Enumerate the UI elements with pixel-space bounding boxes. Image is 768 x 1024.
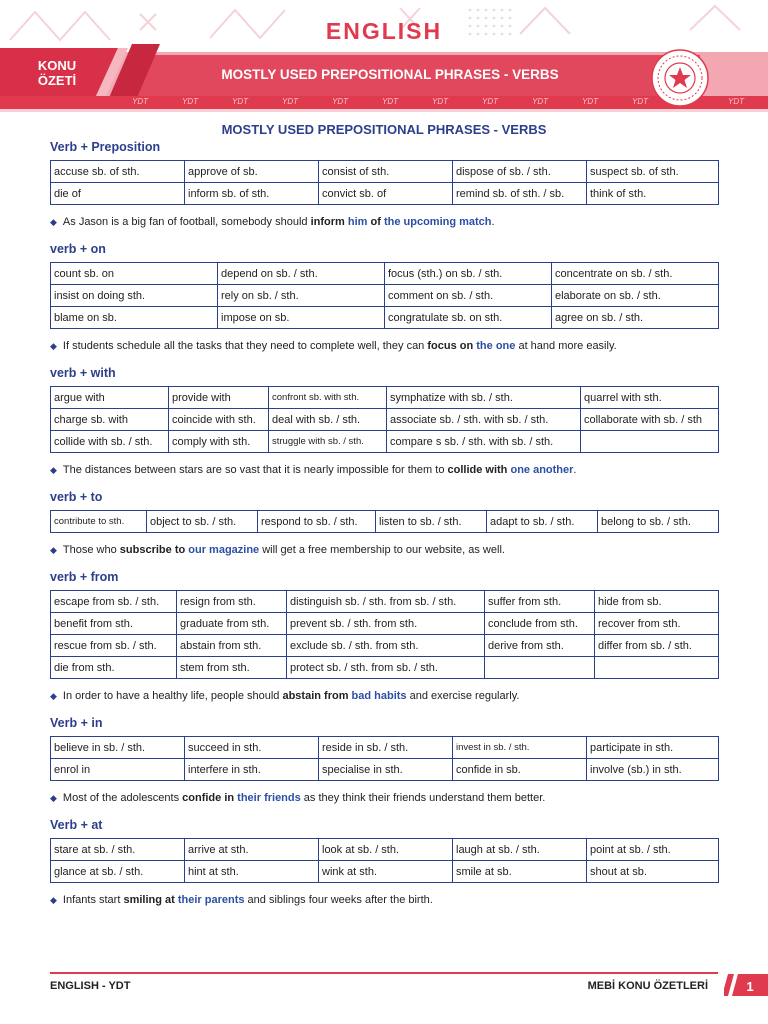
table-cell: collaborate with sb. / sth (581, 409, 719, 431)
table-cell: interfere in sth. (185, 759, 319, 781)
example-text: As Jason is a big fan of football, somebody should (62, 216, 311, 228)
table-cell: escape from sb. / sth. (51, 591, 177, 613)
table-cell: depend on sb. / sth. (218, 263, 385, 285)
table-cell: benefit from sth. (51, 613, 177, 635)
ydt-strip-label: YDT (728, 97, 744, 106)
document-title: MOSTLY USED PREPOSITIONAL PHRASES - VERBS (221, 122, 547, 137)
example-text: as they think their friends understand them better. (300, 792, 546, 804)
table-cell: adapt to sb. / sth. (487, 511, 598, 533)
example-object-phrase: bad habits (351, 690, 407, 702)
table-cell: hide from sb. (595, 591, 719, 613)
table-cell: shout at sb. (587, 861, 719, 883)
example-sentence (50, 885, 718, 915)
example-text: at hand more easily. (515, 340, 617, 352)
table-cell: argue with (51, 387, 169, 409)
phrase-table (50, 160, 719, 205)
table-row (51, 409, 719, 431)
table-cell: participate in sth. (587, 737, 719, 759)
section-heading: verb + to (50, 490, 103, 504)
table-cell: invest in sb. / sth. (453, 737, 587, 759)
table-cell: coincide with sth. (169, 409, 269, 431)
table-row (51, 161, 719, 183)
example-object-phrase: one another (510, 464, 574, 476)
table-cell: involve (sb.) in sth. (587, 759, 719, 781)
table-cell: recover from sth. (595, 613, 719, 635)
table-cell: comply with sth. (169, 431, 269, 453)
table-cell: provide with (169, 387, 269, 409)
example-text: and siblings four weeks after the birth. (244, 894, 433, 906)
section-verb-on (50, 241, 718, 361)
example-object-phrase: the one (476, 340, 516, 352)
example-key-phrase: confide in (182, 792, 235, 804)
table-row (51, 285, 719, 307)
table-cell: object to sb. / sth. (147, 511, 258, 533)
table-cell: deal with sb. / sth. (269, 409, 387, 431)
table-cell: succeed in sth. (185, 737, 319, 759)
table-cell (595, 657, 719, 679)
table-cell: think of sth. (587, 183, 719, 205)
section-heading: verb + from (50, 570, 119, 584)
example-sentence (50, 783, 718, 813)
section-verb-with (50, 365, 718, 485)
konu-label-line2: ÖZETİ (37, 73, 77, 88)
table-cell: conclude from sth. (485, 613, 595, 635)
ydt-strip-label: YDT (582, 97, 598, 106)
table-cell: insist on doing sth. (51, 285, 218, 307)
section-verb-at (50, 817, 718, 915)
phrase-table (50, 262, 719, 329)
example-object-phrase: the upcoming match (383, 216, 492, 228)
footer-right-label: MEBİ KONU ÖZETLERİ (587, 980, 708, 992)
table-cell: collide with sb. / sth. (51, 431, 169, 453)
page-header (0, 0, 768, 112)
table-row (51, 183, 719, 205)
table-cell: associate sb. / sth. with sb. / sth. (387, 409, 581, 431)
phrase-table (50, 386, 719, 453)
table-cell: focus (sth.) on sb. / sth. (385, 263, 552, 285)
section-heading: verb + with (50, 366, 116, 380)
section-heading: Verb + at (50, 818, 103, 832)
table-row (51, 263, 719, 285)
example-key-phrase: subscribe to (119, 544, 186, 556)
diamond-bullet-icon: ◆ (50, 341, 57, 351)
example-object-phrase: their parents (177, 894, 245, 906)
table-cell: symphatize with sb. / sth. (387, 387, 581, 409)
table-cell: abstain from sth. (177, 635, 287, 657)
table-cell: remind sb. of sth. / sb. (453, 183, 587, 205)
konu-label-line1: KONU (37, 58, 77, 73)
table-cell: smile at sb. (453, 861, 587, 883)
table-cell: elaborate on sb. / sth. (552, 285, 719, 307)
example-object-phrase: him (347, 216, 368, 228)
table-cell: laugh at sb. / sth. (453, 839, 587, 861)
example-key-phrase: of (370, 216, 381, 228)
table-cell: resign from sth. (177, 591, 287, 613)
example-text: If students schedule all the tasks that they need to complete well, they can (62, 340, 428, 352)
example-text: will get a free membership to our website, as well. (259, 544, 505, 556)
table-cell: hint at sth. (185, 861, 319, 883)
table-row (51, 431, 719, 453)
table-cell: confide in sb. (453, 759, 587, 781)
phrase-table (50, 838, 719, 883)
ydt-strip-label: YDT (382, 97, 398, 106)
ydt-strip-label: YDT (182, 97, 198, 106)
section-heading: Verb + Preposition (50, 140, 161, 154)
table-cell: respond to sb. / sth. (258, 511, 376, 533)
table-cell: stem from sth. (177, 657, 287, 679)
table-cell: dispose of sb. / sth. (453, 161, 587, 183)
example-object-phrase: our magazine (188, 544, 260, 556)
table-cell: stare at sb. / sth. (51, 839, 185, 861)
ydt-strip-label: YDT (532, 97, 548, 106)
table-cell: contribute to sth. (51, 511, 147, 533)
section-verb-in (50, 715, 718, 813)
footer-divider (50, 972, 718, 974)
table-cell: congratulate sb. on sth. (385, 307, 552, 329)
table-row (51, 307, 719, 329)
example-sentence (50, 207, 718, 237)
table-cell: compare s sb. / sth. with sb. / sth. (387, 431, 581, 453)
table-cell: protect sb. / sth. from sb. / sth. (287, 657, 485, 679)
section-verb-preposition (50, 139, 718, 237)
table-row (51, 737, 719, 759)
table-cell: suffer from sth. (485, 591, 595, 613)
table-cell: quarrel with sth. (581, 387, 719, 409)
table-cell: glance at sb. / sth. (51, 861, 185, 883)
diamond-bullet-icon: ◆ (50, 465, 57, 475)
table-cell: look at sb. / sth. (319, 839, 453, 861)
table-cell: count sb. on (51, 263, 218, 285)
ydt-strip-label: YDT (282, 97, 298, 106)
footer-left-label: ENGLISH - YDT (50, 980, 131, 992)
table-cell: enrol in (51, 759, 185, 781)
example-sentence (50, 681, 718, 711)
table-cell: accuse sb. of sth. (51, 161, 185, 183)
subject-title: ENGLISH (325, 18, 443, 44)
example-text: Infants start (62, 894, 124, 906)
table-row (51, 613, 719, 635)
table-cell: die of (51, 183, 185, 205)
table-cell: differ from sb. / sth. (595, 635, 719, 657)
konu-ozeti-label (12, 58, 102, 88)
banner-title: MOSTLY USED PREPOSITIONAL PHRASES - VERBS (221, 67, 559, 82)
table-cell: prevent sb. / sth. from sth. (287, 613, 485, 635)
example-sentence (50, 455, 718, 485)
table-cell: charge sb. with (51, 409, 169, 431)
example-text: Those who (62, 544, 120, 556)
table-cell (485, 657, 595, 679)
section-verb-to (50, 489, 718, 565)
example-text: . (491, 216, 495, 228)
section-heading: verb + on (50, 242, 106, 256)
table-cell: rescue from sb. / sth. (51, 635, 177, 657)
phrase-table (50, 590, 719, 679)
table-cell: derive from sth. (485, 635, 595, 657)
table-cell: rely on sb. / sth. (218, 285, 385, 307)
ministry-seal-icon (651, 49, 709, 107)
ydt-strip-label: YDT (132, 97, 148, 106)
example-key-phrase: focus on (427, 340, 474, 352)
diamond-bullet-icon: ◆ (50, 545, 57, 555)
table-cell: die from sth. (51, 657, 177, 679)
table-cell: exclude sb. / sth. from sth. (287, 635, 485, 657)
table-cell: comment on sb. / sth. (385, 285, 552, 307)
ydt-strip-label: YDT (432, 97, 448, 106)
table-cell: approve of sb. (185, 161, 319, 183)
table-cell: specialise in sth. (319, 759, 453, 781)
example-object-phrase: their friends (237, 792, 301, 804)
section-verb-from (50, 569, 718, 711)
example-text: In order to have a healthy life, people should (62, 690, 283, 702)
example-key-phrase: abstain from (282, 690, 349, 702)
ydt-strip-label: YDT (632, 97, 648, 106)
table-cell: suspect sb. of sth. (587, 161, 719, 183)
example-text: The distances between stars are so vast that it is nearly impossible for them to (62, 464, 448, 476)
diamond-bullet-icon: ◆ (50, 895, 57, 905)
table-cell: consist of sth. (319, 161, 453, 183)
ydt-strip-label: YDT (482, 97, 498, 106)
example-key-phrase: collide with (447, 464, 508, 476)
table-cell: struggle with sb. / sth. (269, 431, 387, 453)
phrase-table (50, 736, 719, 781)
ydt-strip-label: YDT (232, 97, 248, 106)
table-cell (581, 431, 719, 453)
phrase-table (50, 510, 719, 533)
table-row (51, 635, 719, 657)
example-key-phrase: smiling at (123, 894, 175, 906)
table-cell: wink at sth. (319, 861, 453, 883)
page-number: 1 (746, 979, 754, 994)
table-cell: concentrate on sb. / sth. (552, 263, 719, 285)
table-row (51, 511, 719, 533)
table-cell: agree on sb. / sth. (552, 307, 719, 329)
diamond-bullet-icon: ◆ (50, 217, 57, 227)
example-text: . (573, 464, 577, 476)
table-cell: arrive at sth. (185, 839, 319, 861)
table-cell: point at sb. / sth. (587, 839, 719, 861)
example-key-phrase: inform (310, 216, 345, 228)
table-row (51, 387, 719, 409)
table-row (51, 657, 719, 679)
table-cell: confront sb. with sth. (269, 387, 387, 409)
example-sentence (50, 535, 718, 565)
example-text: and exercise regularly. (406, 690, 520, 702)
example-sentence (50, 331, 718, 361)
table-cell: listen to sb. / sth. (376, 511, 487, 533)
table-cell: graduate from sth. (177, 613, 287, 635)
ydt-strip-label: YDT (332, 97, 348, 106)
table-cell: impose on sb. (218, 307, 385, 329)
diamond-bullet-icon: ◆ (50, 793, 57, 803)
main-content (50, 121, 718, 919)
table-cell: inform sb. of sth. (185, 183, 319, 205)
table-cell: belong to sb. / sth. (598, 511, 719, 533)
table-row (51, 591, 719, 613)
section-heading: Verb + in (50, 716, 103, 730)
diamond-bullet-icon: ◆ (50, 691, 57, 701)
table-row (51, 861, 719, 883)
table-cell: believe in sb. / sth. (51, 737, 185, 759)
table-row (51, 839, 719, 861)
example-text: Most of the adolescents (62, 792, 183, 804)
table-cell: convict sb. of (319, 183, 453, 205)
table-cell: blame on sb. (51, 307, 218, 329)
table-cell: distinguish sb. / sth. from sb. / sth. (287, 591, 485, 613)
table-row (51, 759, 719, 781)
table-cell: reside in sb. / sth. (319, 737, 453, 759)
